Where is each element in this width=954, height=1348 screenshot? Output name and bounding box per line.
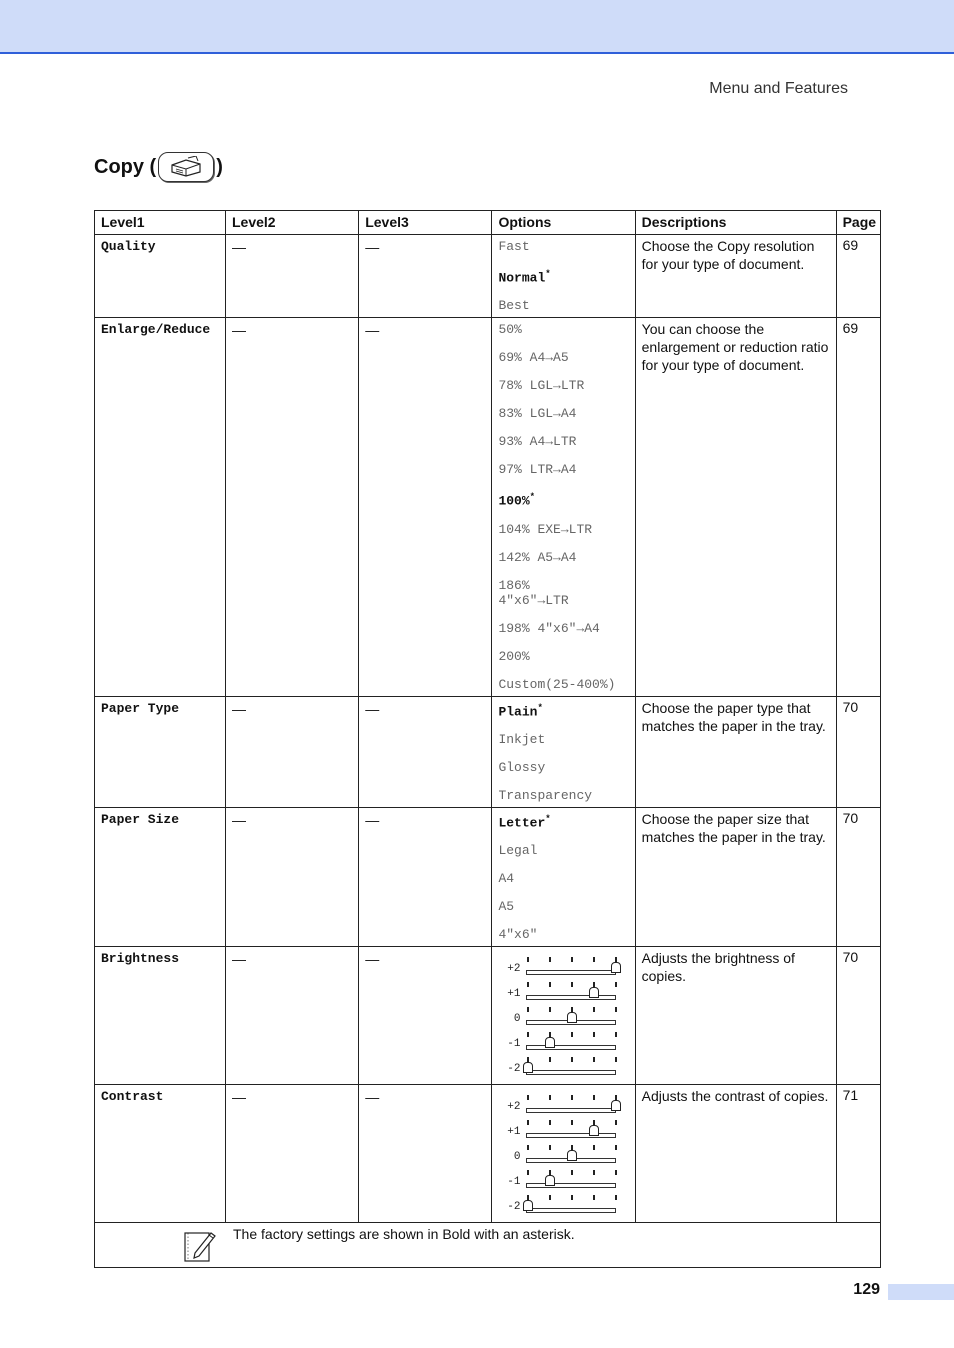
slider-tick [571,1057,573,1062]
level-slider [498,1055,628,1080]
option-item [498,812,628,830]
default-asterisk: * [529,492,536,503]
options-cell [492,235,635,318]
option-item [498,927,628,942]
option-label: 142% A5→A4 [498,549,577,565]
option-label: 50% [498,322,522,338]
header-level3: Level3 [359,211,492,235]
option-item [498,550,628,565]
option-item [498,843,628,858]
description-text: Choose the paper type that matches the paper in the tray. [641,699,826,734]
slider-knob [523,1200,533,1211]
option-item [498,701,628,719]
slider-tick [615,1170,617,1175]
option-label: Plain [498,703,538,719]
slider-tick [549,1057,551,1062]
slider-tick [615,1007,617,1012]
option-item [498,434,628,449]
level-slider [498,1118,628,1143]
slider-tick [527,1007,529,1012]
option-label: Transparency [498,787,593,803]
slider-tick [571,1170,573,1175]
options-cell [492,947,635,1085]
level-slider [498,1193,628,1218]
note-row [95,1223,881,1268]
page-ref: 69 [842,237,859,253]
slider-label: 0 [513,1013,521,1026]
description-cell [635,1085,836,1223]
option-item [498,899,628,914]
option-label: 97% LTR→A4 [498,462,577,478]
option-label: 4"x6" [498,927,538,943]
slider-knob [545,1175,555,1186]
default-asterisk: * [537,702,543,713]
slider-label: +1 [507,1126,521,1139]
slider-track [526,995,616,1000]
option-label: 4"x6"→LTR [498,592,569,608]
level3-cell: — [359,318,492,696]
slider-tick [593,1195,595,1200]
default-asterisk: * [545,269,551,279]
options-cell [492,807,635,946]
header-level2: Level2 [226,211,359,235]
slider-knob [545,1037,555,1048]
option-item [498,378,628,393]
page-ref: 70 [842,949,859,966]
slider-label: -1 [507,1176,521,1189]
option-label: Best [498,298,530,314]
slider-tick [549,982,551,987]
option-label: Glossy [498,759,546,775]
slider-tick [549,1095,551,1100]
page-cell [836,947,880,1085]
header-descriptions: Descriptions [635,211,836,235]
option-label: Custom(25-400%) [498,676,616,692]
slider-tick [593,1145,595,1150]
slider-tick [527,982,529,987]
page-ref: 69 [842,320,859,337]
description-cell [635,696,836,807]
slider-tick [527,1120,529,1125]
option-item [498,649,628,664]
option-item [498,406,628,421]
slider-knob [567,1012,577,1023]
option-item [498,593,628,608]
option-label: 83% LGL→A4 [498,406,577,422]
option-label: Letter [498,815,546,831]
level1-cell: Enlarge/Reduce [95,318,226,696]
description-text: You can choose the enlargement or reduction ratio for your type of document. [641,321,829,374]
slider-tick [571,1120,573,1125]
option-label: Inkjet [498,731,546,747]
top-banner [0,0,954,54]
level2-cell: — [226,235,359,318]
level-slider-group [498,1089,628,1218]
option-item [498,621,628,636]
level1-cell: Paper Size [95,807,226,946]
slider-tick [593,1170,595,1175]
slider-tick [549,1145,551,1150]
option-label: Normal [498,270,546,286]
option-item [498,490,628,508]
slider-label: -2 [507,1063,521,1076]
slider-tick [571,1095,573,1100]
slider-label: -1 [507,1038,521,1051]
level3-cell: — [359,235,492,318]
options-cell [492,1085,635,1223]
page-number: 129 [853,1281,880,1298]
option-item [498,350,628,365]
slider-tick [549,957,551,962]
slider-tick [527,1145,529,1150]
table-row [95,1085,881,1223]
level2-cell: — [226,807,359,946]
level3-cell: — [359,1085,492,1223]
level3-cell: — [359,696,492,807]
slider-track [526,1108,616,1113]
description-text: Adjusts the brightness of copies. [641,950,795,985]
footer-tab [888,1284,954,1300]
level-slider [498,1030,628,1055]
option-label: 104% EXE→LTR [498,521,593,537]
option-label: Legal [498,843,538,859]
page-ref: 71 [842,1087,859,1104]
header-page: Page [836,211,880,235]
table-row [95,807,881,946]
slider-tick [615,1195,617,1200]
level-slider [498,1168,628,1193]
level1-cell: Contrast [95,1085,226,1223]
slider-knob [589,1125,599,1136]
slider-tick [571,1032,573,1037]
level2-cell: — [226,947,359,1085]
option-label: 93% A4→LTR [498,434,577,450]
header-options: Options [492,211,635,235]
slider-knob [611,1100,621,1111]
copy-key-icon [158,152,214,182]
option-label: 200% [498,648,530,664]
slider-knob [523,1062,533,1073]
level-slider [498,1143,628,1168]
page-ref: 70 [842,698,859,715]
option-label: 100% [498,493,530,509]
default-asterisk: * [545,813,551,824]
table-header-row [95,211,881,235]
level1-cell: Brightness [95,947,226,1085]
slider-track [526,970,616,975]
running-head: Menu and Features [709,80,848,97]
option-item [498,239,628,254]
note-text: The factory settings are shown in Bold with an asterisk. [233,1226,575,1243]
page-ref: 70 [842,809,859,826]
slider-tick [593,957,595,962]
description-cell [635,235,836,318]
level-slider [498,955,628,980]
copy-menu-table [94,210,881,1268]
section-title [94,152,223,182]
option-item [498,760,628,775]
option-item [498,788,628,803]
level2-cell: — [226,1085,359,1223]
slider-tick [549,1195,551,1200]
option-item [498,578,628,593]
slider-label: +2 [507,1101,521,1114]
slider-tick [593,1007,595,1012]
option-item [498,267,628,285]
option-label: 78% LGL→LTR [498,378,585,394]
slider-track [526,1070,616,1075]
table-row [95,947,881,1085]
level-slider-group [498,951,628,1080]
level1-cell: Quality [95,235,226,318]
option-label: 69% A4→A5 [498,350,569,366]
slider-tick [527,1032,529,1037]
level-slider [498,1005,628,1030]
page-cell [836,1085,880,1223]
slider-tick [571,982,573,987]
description-cell [635,318,836,696]
option-item [498,871,628,886]
slider-knob [611,962,621,973]
level2-cell: — [226,696,359,807]
slider-track [526,1183,616,1188]
slider-label: 0 [513,1151,521,1164]
option-label: Fast [498,239,530,254]
section-title-close: ) [216,155,223,178]
slider-tick [593,1095,595,1100]
option-label: A5 [498,899,515,915]
slider-label: +2 [507,963,521,976]
option-item [498,677,628,692]
slider-tick [615,1032,617,1037]
slider-tick [615,982,617,987]
description-text: Choose the paper size that matches the paper in the tray. [641,810,826,845]
slider-label: +1 [507,988,521,1001]
page-cell [836,807,880,946]
option-item [498,522,628,537]
slider-track [526,1133,616,1138]
section-title-text: Copy ( [94,155,157,178]
option-label: 198% 4"x6"→A4 [498,620,600,636]
option-item [498,732,628,747]
page-cell [836,318,880,696]
slider-tick [527,1170,529,1175]
slider-tick [615,1057,617,1062]
slider-tick [549,1120,551,1125]
slider-tick [571,1195,573,1200]
level-slider [498,980,628,1005]
option-label: A4 [498,871,515,887]
description-text: Adjusts the contrast of copies. [641,1088,829,1105]
slider-label: -2 [507,1201,521,1214]
slider-knob [589,987,599,998]
slider-knob [567,1150,577,1161]
description-cell [635,947,836,1085]
page-cell [836,235,880,318]
level3-cell: — [359,947,492,1085]
option-item [498,322,628,337]
level3-cell: — [359,807,492,946]
slider-tick [593,1032,595,1037]
level2-cell: — [226,318,359,696]
option-item [498,462,628,477]
header-level1: Level1 [95,211,226,235]
description-cell [635,807,836,946]
slider-tick [593,1057,595,1062]
description-text: Choose the Copy resolution for your type of document. [641,238,815,272]
slider-tick [527,1095,529,1100]
level1-cell: Paper Type [95,696,226,807]
option-item [498,298,628,313]
slider-tick [571,957,573,962]
note-pencil-icon [183,1229,217,1268]
slider-track [526,1045,616,1050]
slider-tick [615,1145,617,1150]
slider-tick [615,1120,617,1125]
page-cell [836,696,880,807]
option-label: 186% [498,577,530,593]
level-slider [498,1093,628,1118]
slider-tick [527,957,529,962]
slider-track [526,1208,616,1213]
table-row [95,318,881,696]
options-cell [492,318,635,696]
note-cell [95,1223,881,1268]
table-row [95,696,881,807]
slider-tick [549,1007,551,1012]
options-cell [492,696,635,807]
table-row [95,235,881,318]
